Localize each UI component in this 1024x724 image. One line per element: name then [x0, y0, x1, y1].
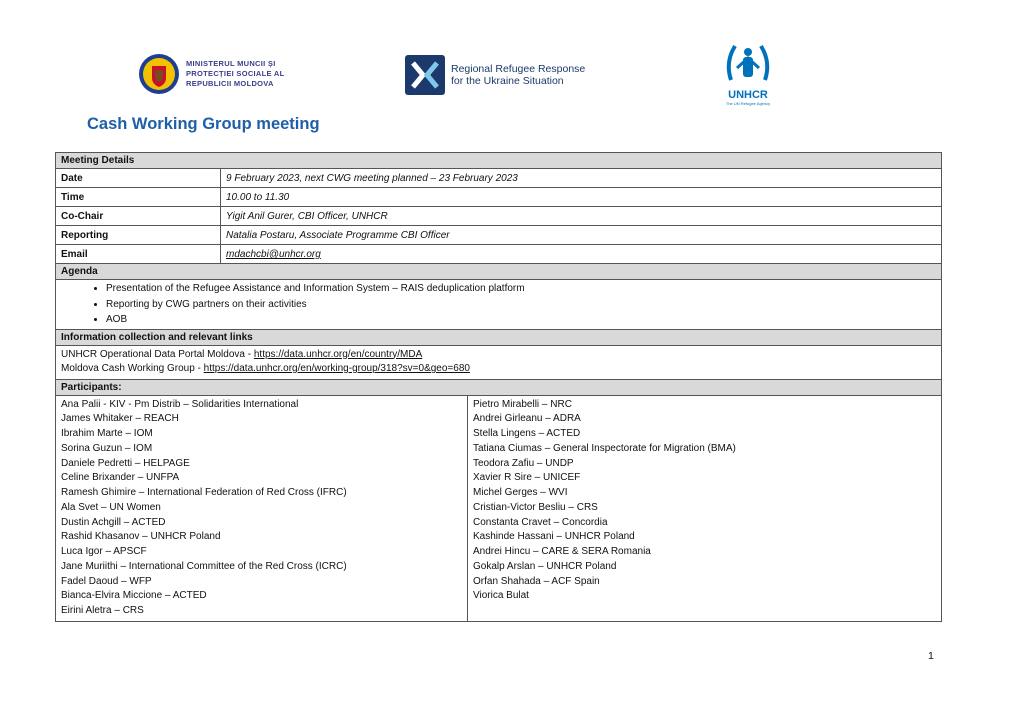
participant-item: Xavier R Sire – UNICEF: [473, 472, 581, 484]
participants-right-column: [468, 396, 941, 621]
participant-item: Jane Muriithi – International Committee of the Red Cross (ICRC): [61, 560, 347, 572]
participant-item: Rashid Khasanov – UNHCR Poland: [61, 531, 221, 543]
ministry-logo: [138, 50, 285, 98]
detail-row-date: [56, 169, 941, 188]
participant-item: Andrei Girleanu – ADRA: [473, 413, 581, 425]
unhcr-tagline: The UN Refugee Agency: [725, 101, 771, 106]
participant-item: Eirini Aletra – CRS: [61, 605, 144, 616]
participant-item: Ana Palii - KIV - Pm Distrib – Solidarities International: [61, 398, 299, 410]
participant-item: Celine Brixander – UNFPA: [61, 472, 180, 484]
participant-item: Stella Lingens – ACTED: [473, 428, 581, 439]
participant-item: Bianca-Elvira Miccione – ACTED: [61, 590, 207, 602]
agenda-item: • Reporting by CWG partners on their activities: [106, 297, 941, 313]
agenda-list: [56, 281, 941, 328]
info-link[interactable]: https://data.unhcr.org/en/working-group/318?sv=0&geo=680: [203, 363, 470, 374]
detail-value: 9 February 2023, next CWG meeting planned – 23 February 2023: [226, 173, 518, 184]
unhcr-name: UNHCR: [728, 89, 768, 101]
info-link[interactable]: https://data.unhcr.org/en/country/MDA: [253, 348, 423, 360]
info-line-label: UNHCR Operational Data Portal Moldova -: [61, 348, 254, 360]
participant-item: Ala Svet – UN Women: [61, 501, 161, 513]
participant-item: Luca Igor – APSCF: [61, 546, 147, 557]
unhcr-logo: [718, 42, 778, 106]
agenda-item: • Presentation of the Refugee Assistance and Information System – RAIS deduplication platform: [106, 281, 941, 297]
detail-label: Date: [56, 169, 221, 187]
participants-left-column: [56, 396, 468, 621]
participant-item: Sorina Guzun – IOM: [61, 442, 153, 454]
detail-label: Time: [56, 188, 221, 206]
info-line: [61, 348, 936, 363]
participant-item: Ibrahim Marte – IOM: [61, 428, 153, 439]
participants-header: Participants:: [56, 380, 941, 396]
rrr-line-1: Regional Refugee Response: [451, 63, 586, 75]
participant-item: Teodora Zafiu – UNDP: [473, 457, 574, 469]
agenda-section: [56, 280, 941, 330]
agenda-header: Agenda: [56, 264, 941, 280]
participant-item: Tatiana Ciumas – General Inspectorate for Migration (BMA): [473, 442, 736, 454]
ministry-line-1: MINISTERUL MUNCII ȘI: [186, 59, 276, 68]
page-title: Cash Working Group meeting: [87, 115, 320, 133]
page-number: 1: [928, 650, 934, 662]
moldova-coat-of-arms-icon: [138, 50, 180, 98]
header-logos: [0, 0, 1024, 110]
participant-item: Orfan Shahada – ACF Spain: [473, 575, 600, 587]
info-header: Information collection and relevant links: [56, 330, 941, 346]
detail-value: Yigit Anil Gurer, CBI Officer, UNHCR: [226, 211, 388, 222]
detail-value: Natalia Postaru, Associate Programme CBI Officer: [226, 230, 450, 241]
participant-item: James Whitaker – REACH: [61, 413, 179, 425]
email-link[interactable]: mdachcbi@unhcr.org: [226, 249, 321, 260]
detail-row-email: [56, 245, 941, 264]
ministry-line-2: PROTECȚIEI SOCIALE AL: [186, 69, 285, 78]
info-line: [61, 362, 936, 377]
detail-label: Reporting: [56, 226, 221, 244]
ministry-line-3: REPUBLICII MOLDOVA: [186, 79, 274, 88]
participant-item: Cristian-Victor Besliu – CRS: [473, 501, 598, 513]
participant-item: Michel Gerges – WVI: [473, 487, 568, 498]
detail-label: Co-Chair: [56, 207, 221, 225]
participant-item: Constanta Cravet – Concordia: [473, 516, 608, 528]
meeting-details-header: Meeting Details: [56, 153, 941, 169]
participant-item: Gokalp Arslan – UNHCR Poland: [473, 560, 617, 572]
meeting-details-rows: [56, 169, 941, 264]
participant-item: Andrei Hincu – CARE & SERA Romania: [473, 546, 651, 557]
rrr-logo: [405, 55, 585, 95]
info-links: [56, 346, 941, 380]
participant-item: Daniele Pedretti – HELPAGE: [61, 457, 190, 469]
participant-item: Ramesh Ghimire – International Federation of Red Cross (IFRC): [61, 487, 347, 498]
participant-item: Kashinde Hassani – UNHCR Poland: [473, 531, 635, 543]
participant-item: Viorica Bulat: [473, 590, 529, 602]
rrr-emblem-icon: [405, 55, 445, 95]
info-line-label: Moldova Cash Working Group -: [61, 363, 204, 374]
participant-item: Pietro Mirabelli – NRC: [473, 398, 572, 410]
detail-row-reporting: [56, 226, 941, 245]
participants-section: [56, 396, 941, 621]
detail-value: 10.00 to 11.30: [226, 192, 290, 203]
detail-label: Email: [56, 245, 221, 263]
participant-item: Dustin Achgill – ACTED: [61, 516, 166, 528]
detail-row-time: [56, 188, 941, 207]
meeting-table: [55, 152, 942, 622]
rrr-line-2: for the Ukraine Situation: [451, 75, 564, 87]
participant-item: Fadel Daoud – WFP: [61, 575, 152, 587]
unhcr-laurel-icon: [723, 42, 773, 84]
agenda-item: • AOB: [106, 312, 941, 328]
detail-row-co-chair: [56, 207, 941, 226]
